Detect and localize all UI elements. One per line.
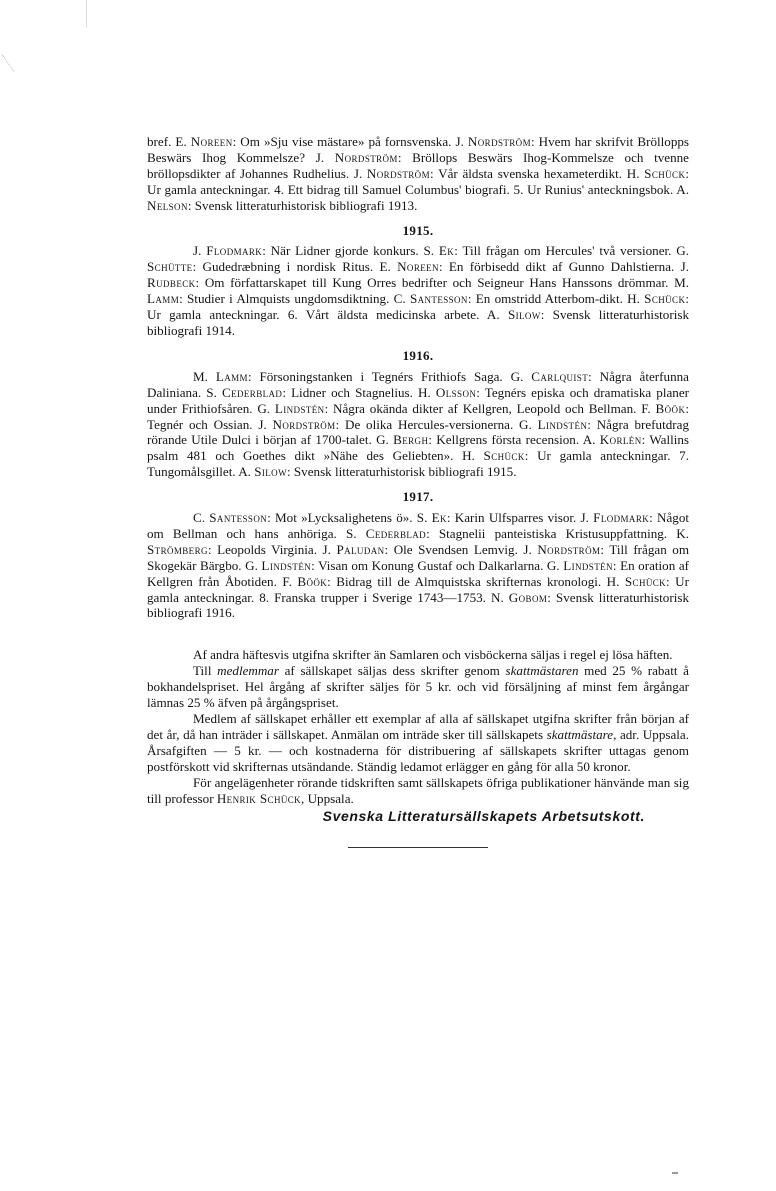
- author-name: Ek: [438, 243, 455, 259]
- author-name: Santesson: [209, 510, 268, 526]
- author-name: Santesson: [409, 291, 468, 307]
- committee-signature: Svenska Litteratursällskapets Arbetsutskott.: [322, 808, 645, 825]
- intro-paragraph: bref. E. Noreen: Om »Sju vise mästare» på fornsvenska. J. Nordström: Hvem har skrifvit Bröllopps Beswärs Ihog Kommelsze? J. Nordström: Bröllops Beswärs Ihog-Kommelsze och tvenne bröllopsdikter af Johannes Rudhelius. J. Nordström: Vår äldsta svenska hexameterdikt. H. Schück: Ur gamla anteckningar. 4. Ett bidrag till Samuel Columbus' biografi. 5. Ur Runius' anteckningsbok. A. Nelson: Svensk litteraturhistorisk bibliografi 1913.: [147, 134, 690, 213]
- author-name: Cederblad: [221, 384, 283, 400]
- author-name: Gobom: [508, 589, 548, 605]
- membership-notice: [147, 647, 689, 806]
- emphasis-treasurer: skattmästare: [546, 726, 614, 742]
- year-heading-1916: 1916.: [402, 347, 434, 363]
- author-name: Nordström: [467, 134, 531, 149]
- author-name: Schück: [644, 165, 686, 181]
- author-name: Schück: [483, 448, 525, 464]
- entries-1916-paragraph: M. Lamm: Försoningstanken i Tegnérs Frithiofs Saga. G. Carlquist: Några återfunna Daliniana. S. Cederblad: Lidner och Stagnelius. H. Olsson: Tegnérs episka och dramatiska planer under Frithiofsåren. G. Lindstén: Några okända dikter af Kellgren, Leopold och Bellman. F. Böök: Tegnér och Ossian. J. Nordström: De olika Hercules-versionerna. G. Lindstén: Några brefutdrag rörande Utile Dulci i början af 1700-talet. G. Bergh: Kellgrens första recension. A. Korlén: Wallins psalm 481 och Goethes dikt »Nähe des Geliebten». H. Schück: Ur gamla anteckningar. 7. Tungomålsgillet. A. Silow: Svensk litteraturhistorisk bibliografi 1915.: [147, 368, 690, 480]
- author-name: Schütte: [147, 259, 193, 275]
- author-name: Olsson: [435, 384, 477, 400]
- author-name: Lindstén: [563, 557, 613, 573]
- author-name: Schück: [624, 573, 667, 589]
- scan-mark-corner: [2, 44, 29, 71]
- author-name: Cederblad: [365, 525, 427, 541]
- document-page: [147, 134, 689, 848]
- author-name: Flodmark: [593, 510, 650, 526]
- author-name: Silow: [507, 307, 541, 323]
- author-name: Nordström: [334, 149, 398, 165]
- author-name: Silow: [254, 464, 287, 480]
- notice-paragraph-1: Af andra häftesvis utgifna skrifter än Samlaren och visböckerna säljas i regel ej lösa häften.: [193, 647, 673, 663]
- author-name: Böök: [297, 573, 328, 589]
- year-heading-1915: 1915.: [402, 222, 434, 238]
- emphasis-treasurer: skattmästaren: [505, 663, 579, 679]
- scan-mark-top: [86, 0, 87, 28]
- author-name: Lamm: [147, 291, 180, 307]
- emphasis-members: medlemmar: [217, 663, 279, 679]
- author-name: Flodmark: [206, 243, 263, 259]
- entries-1917: [147, 510, 689, 621]
- entries-1915-paragraph: J. Flodmark: När Lidner gjorde konkurs. S. Ek: Till frågan om Hercules' två versioner. G. Schütte: Gudedræbning i nordisk Ritus. E. Noreen: En förbisedd dikt af Gunno Dahlstierna. J. Rudbeck: Om författarskapet till Kung Orres bedrifter och Seigneur Hans Hanssons drömmar. M. Lamm: Studier i Almquists ungdomsdiktning. C. Santesson: En omstridd Atterbom-dikt. H. Schück: Ur gamla anteckningar. 6. Vårt äldsta medicinska arbete. A. Silow: Svensk litteraturhistorisk bibliografi 1914.: [147, 243, 689, 338]
- professor-name: Henrik Schück: [216, 790, 302, 806]
- scan-mark-bottom: [672, 1172, 678, 1174]
- section-gap: [147, 621, 689, 647]
- author-name: Korlén: [599, 432, 642, 448]
- author-name: Rudbeck: [147, 275, 196, 291]
- entries-1915: [147, 243, 689, 338]
- entries-1916: [147, 369, 689, 480]
- author-name: Nordström: [366, 165, 430, 181]
- author-name: Lindstén: [274, 400, 325, 416]
- notice-paragraph-3: Medlem af sällskapet erhåller ett exemplar af alla af sällskapet utgifna skrifter från början af det år, då han inträder i sällskapet. Anmälan om inträde sker till sällskapets skattmästare, adr. Uppsala. Årsafgiften — 5 kr. — och kostnaderna för distribuering af sällskapets skrifter uttagas genom postförskott vid skrifternas utsändande. Ständig ledamot erlägger en gång för alla 50 kronor.: [147, 711, 689, 774]
- author-name: Bergh: [393, 432, 429, 448]
- author-name: Nordström: [537, 541, 601, 557]
- author-name: Lindstén: [537, 416, 588, 432]
- author-name: Ek: [431, 510, 447, 526]
- intro-entries: [147, 134, 689, 214]
- author-name: Schück: [644, 291, 686, 307]
- notice-paragraph-4: För angelägenheter rörande tidskriften samt sällskapets öfriga publikationer hänvände man sig till professor Henrik Schück, Uppsala.: [147, 774, 689, 806]
- author-name: Lindstén: [261, 557, 312, 573]
- author-name: Noreen: [190, 134, 233, 149]
- author-name: Paludan: [336, 541, 385, 557]
- author-name: Strömberg: [147, 541, 208, 557]
- author-name: Böök: [655, 400, 686, 416]
- author-name: Nordström: [272, 416, 336, 432]
- author-name: Noreen: [397, 259, 439, 275]
- author-name: Carlquist: [531, 368, 589, 384]
- notice-paragraph-2: Till medlemmar af sällskapet säljas dess skrifter genom skattmästaren med 25 % rabatt å bokhandelspriset. Hel årgång af skrifter säljes för 5 kr. och vid försäljning af minst fem årgångar lämnas 25 % äfven på årgångspriset.: [147, 663, 689, 711]
- author-name: Lamm: [215, 368, 248, 384]
- entries-1917-paragraph: C. Santesson: Mot »Lycksalighetens ö». S. Ek: Karin Ulfsparres visor. J. Flodmark: Något om Bellman och hans anhöriga. S. Cederblad: Stagnelii panteistiska Kristusuppfattning. K. Strömberg: Leopolds Virginia. J. Paludan: Ole Svendsen Lemvig. J. Nordström: Till frågan om Skogekär Bärgbo. G. Lindstén: Visan om Konung Gustaf och Dalkarlarna. G. Lindstén: En oration af Kellgren från Åbotiden. F. Böök: Bidrag till de Almquistska skrifternas kronologi. H. Schück: Ur gamla anteckningar. 8. Franska trupper i Sverige 1743—1753. N. Gobom: Svensk litteraturhistorisk bibliografi 1916.: [147, 510, 690, 621]
- author-name: Nelson: [147, 197, 188, 213]
- divider-rule: [348, 847, 488, 848]
- year-heading-1917: 1917.: [402, 489, 434, 505]
